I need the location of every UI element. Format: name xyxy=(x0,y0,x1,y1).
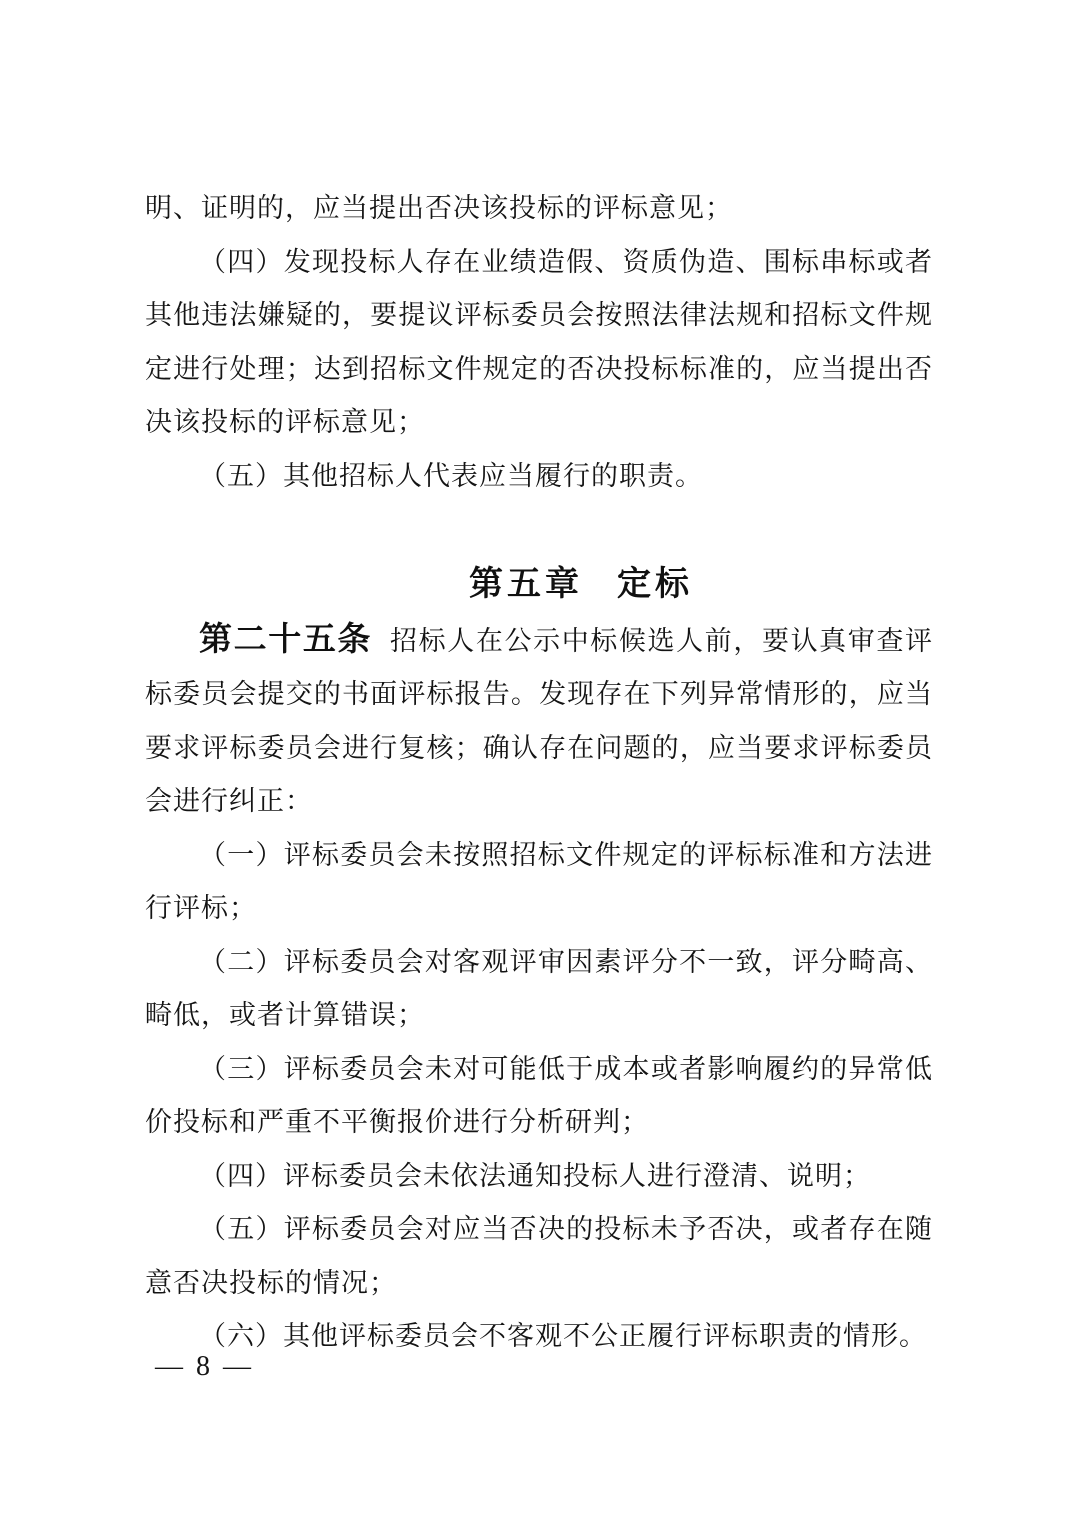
paragraph-item-five: （五）其他招标人代表应当履行的职责。 xyxy=(199,460,703,491)
clause-item-2: （二）评标委员会对客观评审因素评分不一致，评分畸高、畸低，或者计算错误； xyxy=(145,946,933,1030)
document-body xyxy=(145,182,933,1364)
clause-item-5: （五）评标委员会对应当否决的投标未予否决，或者存在随意否决投标的情况； xyxy=(145,1214,933,1298)
chapter-title: 定标 xyxy=(617,565,693,603)
clause-item-6: （六）其他评标委员会不客观不公正履行评标职责的情形。 xyxy=(199,1321,927,1351)
clause-item-4: （四）评标委员会未依法通知投标人进行澄清、说明； xyxy=(199,1160,871,1191)
chapter-heading xyxy=(187,558,975,612)
clause-item-3: （三）评标委员会未对可能低于成本或者影响履约的异常低价投标和严重不平衡报价进行分析研判； xyxy=(145,1053,933,1137)
paragraph-item-four: （四）发现投标人存在业绩造假、资质伪造、围标串标或者其他违法嫌疑的，要提议评标委员会按照法律法规和招标文件规定进行处理；达到招标文件规定的否决投标标准的，应当提出否决该投标的评标意见； xyxy=(145,246,933,437)
paragraph-continuation: 明、证明的，应当提出否决该投标的评标意见； xyxy=(145,193,733,223)
page-footer-number: — 8 — xyxy=(155,1351,254,1382)
article-number-label: 第二十五条 xyxy=(199,619,373,657)
article-text: 招标人在公示中标候选人前，要认真审查评标委员会提交的书面评标报告。发现存在下列异常情形的，应当要求评标委员会进行复核；确认存在问题的，应当要求评标委员会进行纠正： xyxy=(145,625,934,816)
article-25-paragraph xyxy=(145,612,933,829)
chapter-label: 第五章 xyxy=(469,565,583,603)
clause-item-1: （一）评标委员会未按照招标文件规定的评标标准和方法进行评标； xyxy=(145,839,933,923)
